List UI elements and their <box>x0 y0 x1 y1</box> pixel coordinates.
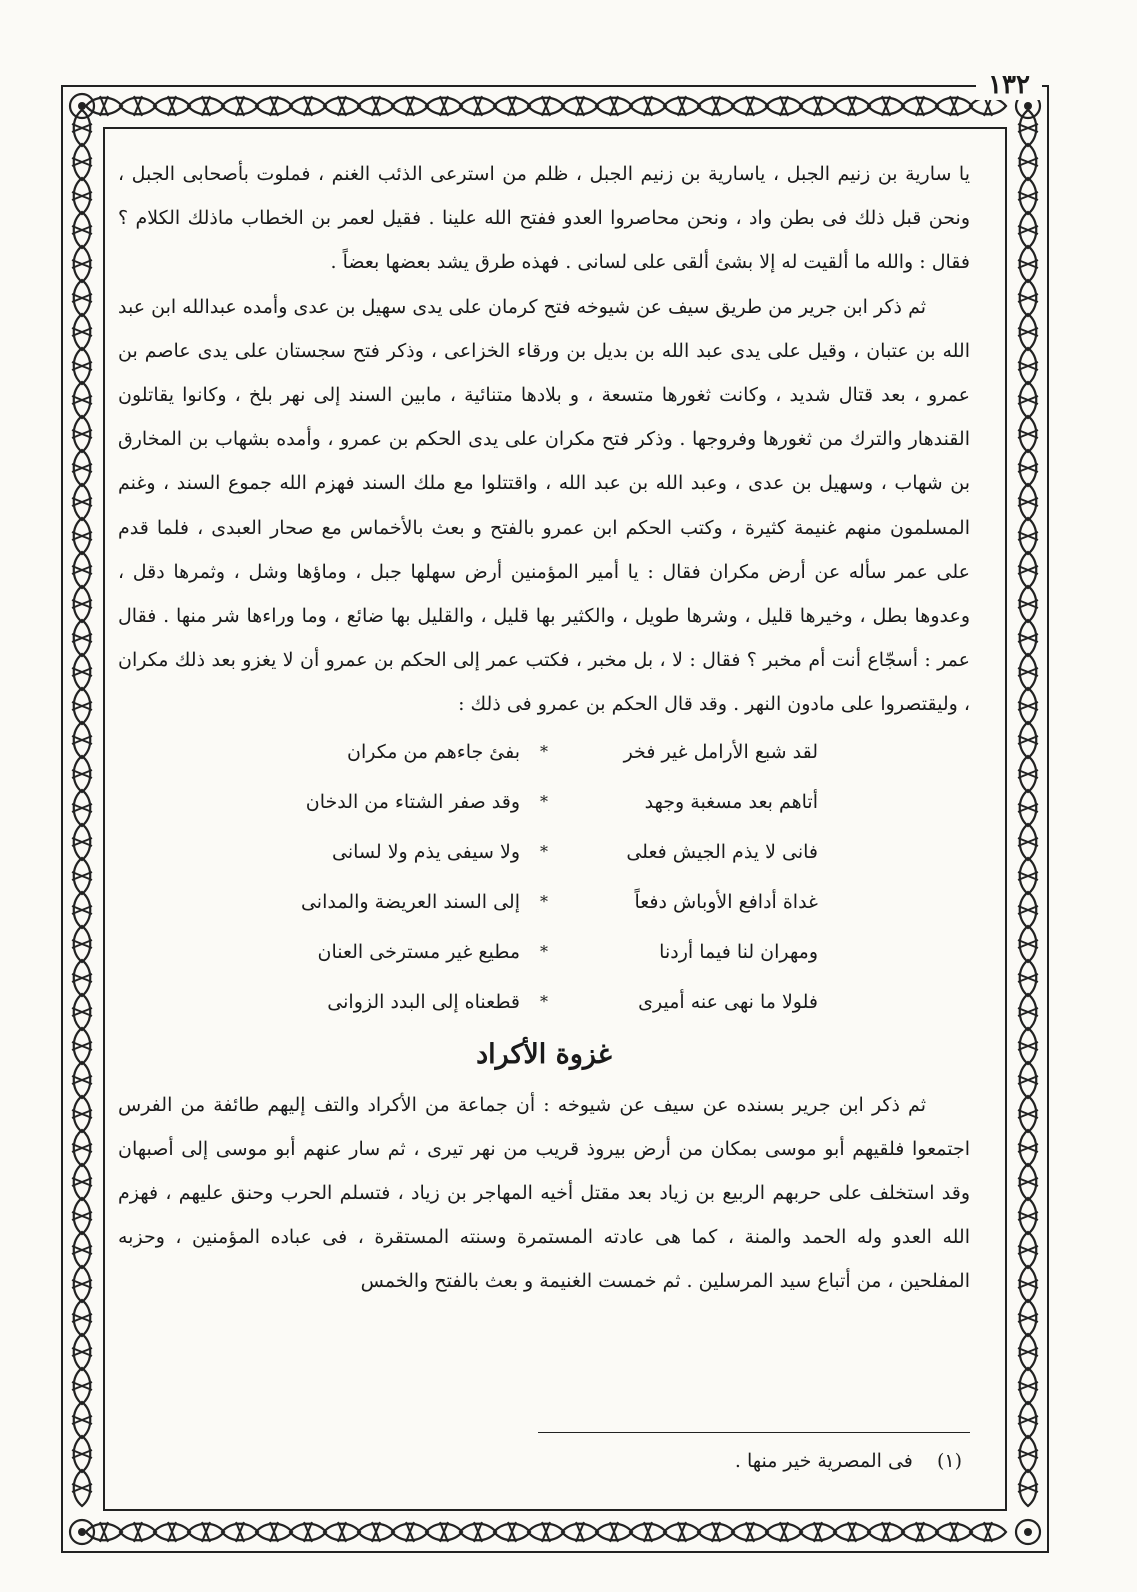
page-body <box>118 152 970 1304</box>
verse-first-hemistich: غداة أدافع الأوباش دفعاً <box>634 890 818 913</box>
verse-first-hemistich: أتاهم بعد مسغبة وجهد <box>644 790 818 813</box>
poem-verse <box>118 777 970 827</box>
paragraph-3: ثم ذكر ابن جرير بسنده عن سيف عن شيوخه : أن جماعة من الأكراد والتف إليهم طائفة من الفرس اجتمعوا فلقيهم أبو موسى بمكان من أرض بيروذ قريب من نهر تيرى ، ثم سار عنهم أبو موسى إلى أصبهان وقد استخلف على حربهم الربيع بن زياد بعد مقتل أخيه المهاجر بن زياد ، فتسلم الحرب وحنق عليهم ، فهزم الله العدو وله الحمد والمنة ، كما هى عادته المستمرة وسنته المستقرة ، فى عباده المؤمنين ، وحزبه المفلحين ، من أتباع سيد المرسلين . ثم خمست الغنيمة و بعث بالفتح والخمس <box>118 1093 970 1293</box>
verse-separator: * <box>540 791 548 811</box>
poem-verse <box>118 977 970 1027</box>
verse-second-hemistich: بفئ جاءهم من مكران <box>346 740 520 763</box>
verse-second-hemistich: إلى السند العريضة والمدانى <box>300 890 520 913</box>
paragraph-2-text: ثم ذكر ابن جرير من طريق سيف عن شيوخه فتح كرمان على يدى سهيل بن عدى وأمده عبدالله ابن عبد الله بن عتبان ، وقيل على يدى عبد الله بن بديل بن ورقاء الخزاعى ، وذكر فتح سجستان على يدى عاصم بن عمرو ، بعد قتال شديد ، وكانت ثغورها متسعة ، و بلادها متنائية ، مابين السند إلى نهر بلخ ، وكانوا يقاتلون القندهار والترك من ثغورها وفروجها . وذكر فتح مكران على يدى الحكم بن عمرو ، وأمده بشهاب بن المخارق بن شهاب ، وسهيل بن عدى ، وعبد الله بن عبد الله ، واقتتلوا مع ملك السند فهزم الله جموع السند ، وغنم المسلمون منهم غنيمة كثيرة ، وكتب الحكم ابن عمرو بالفتح و بعث بالأخماس مع صحار العبدى ، فلما قدم على عمر سأله عن أرض مكران فقال : يا أمير المؤمنين أرض سهلها جبل ، وماؤها وشل ، وثمرها دقل ، وعدوها بطل ، وخيرها قليل ، وشرها طويل ، والكثير بها قليل ، والقليل بها ضائع ، وما وراءها شر منها . فقال عمر : أسجّاع أنت أم مخبر ؟ فقال : لا ، بل مخبر ، فكتب عمر إلى الحكم بن عمرو أن لا يغزو بعد ذلك مكران ، وليقتصروا على مادون النهر . وقد قال الحكم بن عمرو فى ذلك : <box>118 295 970 716</box>
verse-separator: * <box>540 891 548 911</box>
verse-second-hemistich: قطعناه إلى البدد الزوانى <box>327 990 520 1013</box>
poem-verse <box>118 727 970 777</box>
verse-second-hemistich: وقد صفر الشتاء من الدخان <box>305 790 520 813</box>
verse-first-hemistich: فلولا ما نهى عنه أميرى <box>638 990 818 1013</box>
paragraph-1: يا سارية بن زنيم الجبل ، ياسارية بن زنيم الجبل ، ظلم من استرعى الذئب الغنم ، فملوت بأصحابى الجبل ، ونحن قبل ذلك فى بطن واد ، ونحن محاصروا العدو ففتح الله علينا . فقيل لعمر بن الخطاب ماذلك الكلام ؟ فقال : والله ما ألقيت له إلا بشئ ألقى على لسانى . فهذه طرق يشد بعضها بعضاً . <box>118 163 970 274</box>
poem-verse <box>118 877 970 927</box>
section-title: غزوة الأكراد <box>476 1038 612 1070</box>
poem <box>118 727 970 1027</box>
verse-separator: * <box>540 941 548 961</box>
paragraph-2 <box>118 285 970 727</box>
verse-first-hemistich: فانى لا يذم الجيش فعلى <box>626 840 818 863</box>
footnote <box>735 1446 962 1476</box>
poem-verse <box>118 827 970 877</box>
verse-second-hemistich: ولا سيفى يذم ولا لسانى <box>332 840 520 863</box>
footnote-text: فى المصرية خير منها . <box>734 1450 913 1472</box>
verse-first-hemistich: لقد شبع الأرامل غير فخر <box>623 740 818 763</box>
page-number: ١٣٢ <box>976 70 1042 100</box>
verse-separator: * <box>540 841 548 861</box>
verse-separator: * <box>540 991 548 1011</box>
footnote-divider <box>538 1432 970 1433</box>
verse-separator: * <box>540 741 548 761</box>
verse-second-hemistich: مطيع غير مسترخى العنان <box>317 940 520 963</box>
poem-verse <box>118 927 970 977</box>
footnote-number: (١) <box>936 1450 962 1472</box>
verse-first-hemistich: ومهران لنا فيما أردنا <box>659 940 818 963</box>
